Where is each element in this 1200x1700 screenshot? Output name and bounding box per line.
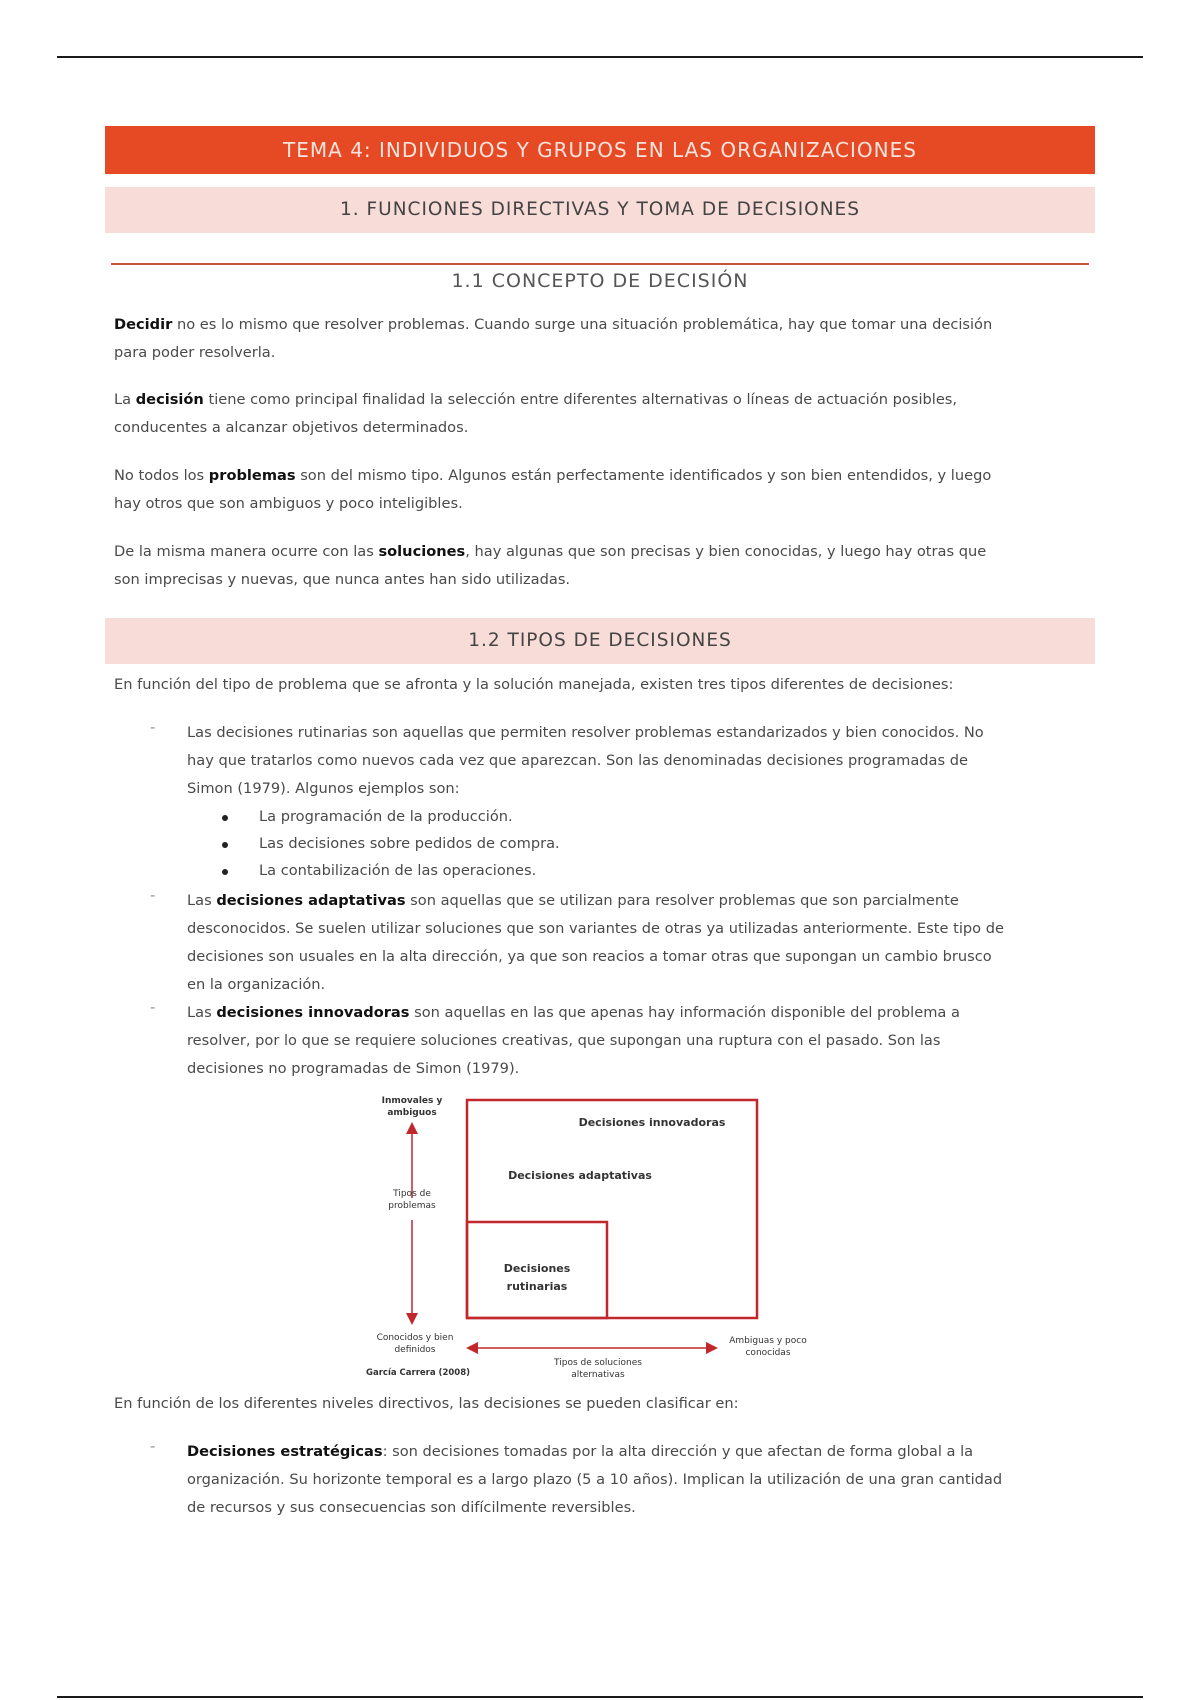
y-top-label: Inmovales y: [381, 1096, 443, 1106]
rutinarias-label: Decisiones: [503, 1262, 571, 1275]
example-item: La programación de la producción.: [259, 808, 513, 825]
term-decision: decisión: [135, 391, 204, 408]
list-dash: -: [150, 999, 156, 1016]
innovadoras-label: Decisiones innovadoras: [578, 1116, 726, 1129]
tipos-title: 1.2 TIPOS DE DECISIONES: [105, 618, 1095, 664]
term-soluciones: soluciones: [378, 543, 466, 560]
term-estrategicas: Decisiones estratégicas: [187, 1443, 383, 1460]
x-mid-label: Tipos de soluciones: [554, 1358, 642, 1368]
paragraph-decision: La decisión tiene como principal finalidad la selección entre diferentes alternativas o líneas de actuación posibles, conducentes a alcanzar objetivos determinados.: [114, 391, 958, 436]
list-dash: -: [150, 1438, 156, 1455]
tipos-intro: En función del tipo de problema que se afronta y la solución manejada, existen tres tipos diferentes de decisiones:: [114, 676, 954, 693]
rutinarias-label: rutinarias: [506, 1280, 568, 1293]
y-mid-label: Tipos de: [393, 1189, 431, 1199]
y-bottom-label: Conocidos y bien: [376, 1333, 454, 1343]
term-innovadoras: decisiones innovadoras: [216, 1004, 410, 1021]
paragraph-decidir: Decidir no es lo mismo que resolver problemas. Cuando surge una situación problemática, hay que tomar una decisión para poder resolverla.: [114, 316, 993, 361]
item-adaptativas: Las decisiones adaptativas son aquellas que se utilizan para resolver problemas que son parcialmente desconocidos. Se suelen utilizar soluciones que son variantes de otras ya utilizadas anteriormente. Este tipo de decisiones son usuales en la alta dirección, ya que son reacios a tomar otras que supongan un cambio brusco en la organización.: [187, 892, 1004, 993]
top-rule: [57, 56, 1143, 58]
diagram-source: García Carrera (2008): [366, 1368, 470, 1378]
decision-types-diagram: [360, 1090, 820, 1385]
y-mid-label: problemas: [388, 1201, 436, 1211]
bullet-dot: [222, 815, 228, 821]
adaptativas-label: Decisiones adaptativas: [508, 1169, 652, 1182]
term-decidir: Decidir: [114, 316, 173, 333]
x-right-label: conocidas: [745, 1348, 791, 1358]
bullet-dot: [222, 869, 228, 875]
example-item: La contabilización de las operaciones.: [259, 862, 537, 879]
y-bottom-label: definidos: [394, 1345, 436, 1355]
list-dash: -: [150, 887, 156, 904]
item-rutinarias: Las decisiones rutinarias son aquellas que permiten resolver problemas estandarizados y bien conocidos. No hay que tratarlos como nuevos cada vez que aparezcan. Son las denominadas decisiones programadas de Simon (1979). Algunos ejemplos son:: [187, 724, 984, 797]
paragraph-soluciones: De la misma manera ocurre con las soluciones, hay algunas que son precisas y bien conocidas, y luego hay otras que son imprecisas y nuevas, que nunca antes han sido utilizadas.: [114, 543, 987, 588]
tema-banner: TEMA 4: INDIVIDUOS Y GRUPOS EN LAS ORGANIZACIONES: [105, 126, 1095, 174]
section-banner: 1. FUNCIONES DIRECTIVAS Y TOMA DE DECISIONES: [105, 187, 1095, 233]
y-top-label: ambiguos: [387, 1108, 437, 1118]
x-right-label: Ambiguas y poco: [729, 1336, 807, 1346]
concepto-title: 1.1 CONCEPTO DE DECISIÓN: [451, 270, 749, 292]
paragraph-problemas: No todos los problemas son del mismo tipo. Algunos están perfectamente identificados y son bien entendidos, y luego hay otros que son ambiguos y poco inteligibles.: [114, 467, 992, 512]
example-item: Las decisiones sobre pedidos de compra.: [259, 835, 560, 852]
item-innovadoras: Las decisiones innovadoras son aquellas en las que apenas hay información disponible del problema a resolver, por lo que se requiere soluciones creativas, que supongan una ruptura con el pasado. Son las decisiones no programadas de Simon (1979).: [187, 1004, 960, 1077]
bottom-rule: [57, 1696, 1143, 1698]
bullet-dot: [222, 842, 228, 848]
list-dash: -: [150, 719, 156, 736]
term-problemas: problemas: [208, 467, 296, 484]
niveles-intro: En función de los diferentes niveles directivos, las decisiones se pueden clasificar en:: [114, 1395, 739, 1412]
item-estrategicas: Decisiones estratégicas: son decisiones tomadas por la alta dirección y que afectan de forma global a la organización. Su horizonte temporal es a largo plazo (5 a 10 años). Implican la utilización de una gran cantidad de recursos y sus consecuencias son difícilmente reversibles.: [187, 1443, 1003, 1516]
section-divider: [111, 263, 1089, 265]
x-mid-label: alternativas: [571, 1370, 625, 1380]
term-adaptativas: decisiones adaptativas: [216, 892, 406, 909]
